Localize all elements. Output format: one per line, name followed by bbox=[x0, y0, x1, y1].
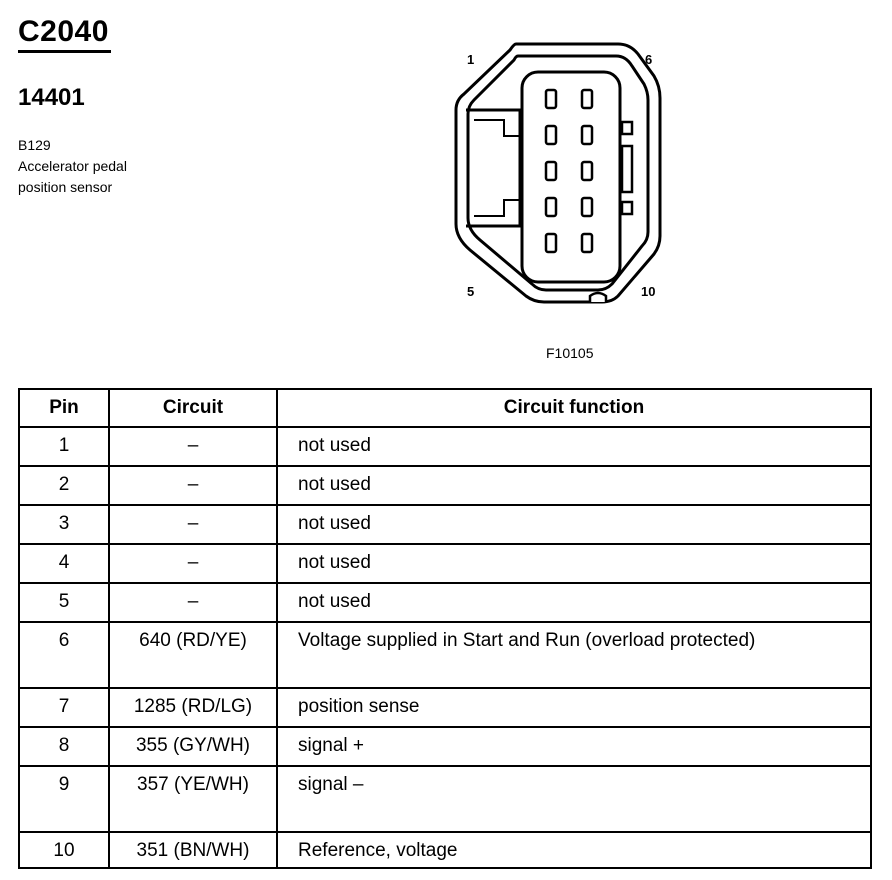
cell-pin: 3 bbox=[19, 505, 109, 544]
cell-circuit: 1285 (RD/LG) bbox=[109, 688, 277, 727]
key-slot-top bbox=[622, 122, 632, 134]
cell-circuit: 351 (BN/WH) bbox=[109, 832, 277, 868]
cell-circuit: – bbox=[109, 583, 277, 622]
table-row bbox=[19, 583, 871, 622]
header-circuit-function: Circuit function bbox=[277, 389, 871, 427]
cell-pin: 9 bbox=[19, 766, 109, 832]
cell-pin: 6 bbox=[19, 622, 109, 688]
pin-label-1: 1 bbox=[467, 52, 475, 67]
pin-label-10: 10 bbox=[641, 284, 656, 299]
table-row bbox=[19, 622, 871, 688]
cell-function: not used bbox=[277, 544, 871, 583]
table-row bbox=[19, 766, 871, 832]
pin-label-5: 5 bbox=[467, 284, 475, 299]
cell-pin: 10 bbox=[19, 832, 109, 868]
table-row bbox=[19, 688, 871, 727]
pin-cavity-10 bbox=[582, 234, 592, 252]
cell-function: Voltage supplied in Start and Run (overload protected) bbox=[277, 622, 871, 688]
pin-cavity-6 bbox=[582, 90, 592, 108]
table-header-row bbox=[19, 389, 871, 427]
connector-diagram bbox=[440, 40, 680, 320]
cell-function: not used bbox=[277, 583, 871, 622]
description-line-2: position sensor bbox=[18, 179, 113, 195]
pin-cavity-7 bbox=[582, 126, 592, 144]
pin-cavity-1 bbox=[546, 90, 556, 108]
cell-circuit: – bbox=[109, 505, 277, 544]
component-description bbox=[18, 135, 127, 198]
table-row bbox=[19, 832, 871, 868]
cell-circuit: 355 (GY/WH) bbox=[109, 727, 277, 766]
cell-circuit: 640 (RD/YE) bbox=[109, 622, 277, 688]
pin-label-6: 6 bbox=[645, 52, 653, 67]
figure-reference: F10105 bbox=[546, 345, 594, 361]
cell-function: not used bbox=[277, 427, 871, 466]
table-row bbox=[19, 466, 871, 505]
table-row bbox=[19, 727, 871, 766]
table-row bbox=[19, 427, 871, 466]
cell-circuit: 357 (YE/WH) bbox=[109, 766, 277, 832]
component-code: B129 bbox=[18, 137, 51, 153]
table-row bbox=[19, 544, 871, 583]
header-circuit: Circuit bbox=[109, 389, 277, 427]
pin-cavity-4 bbox=[546, 198, 556, 216]
cell-pin: 4 bbox=[19, 544, 109, 583]
cell-circuit: – bbox=[109, 427, 277, 466]
pin-cavity-8 bbox=[582, 162, 592, 180]
cell-function: Reference, voltage bbox=[277, 832, 871, 868]
key-slot-bottom bbox=[622, 202, 632, 214]
cell-function: signal + bbox=[277, 727, 871, 766]
key-slot-middle bbox=[622, 146, 632, 192]
cell-pin: 2 bbox=[19, 466, 109, 505]
pin-cavity-5 bbox=[546, 234, 556, 252]
pin-cavity-2 bbox=[546, 126, 556, 144]
cell-pin: 8 bbox=[19, 727, 109, 766]
cell-pin: 7 bbox=[19, 688, 109, 727]
cell-function: not used bbox=[277, 505, 871, 544]
pin-cavity-9 bbox=[582, 198, 592, 216]
description-line-1: Accelerator pedal bbox=[18, 158, 127, 174]
connector-side-latch bbox=[466, 110, 520, 226]
cell-circuit: – bbox=[109, 544, 277, 583]
part-number: 14401 bbox=[18, 84, 85, 111]
cell-pin: 5 bbox=[19, 583, 109, 622]
cell-function: not used bbox=[277, 466, 871, 505]
table-row bbox=[19, 505, 871, 544]
cell-circuit: – bbox=[109, 466, 277, 505]
header-pin: Pin bbox=[19, 389, 109, 427]
cell-function: position sense bbox=[277, 688, 871, 727]
cell-pin: 1 bbox=[19, 427, 109, 466]
cell-function: signal – bbox=[277, 766, 871, 832]
pin-cavity-block bbox=[522, 72, 620, 282]
pinout-table bbox=[18, 388, 872, 869]
pin-cavity-3 bbox=[546, 162, 556, 180]
connector-id: C2040 bbox=[18, 14, 111, 53]
